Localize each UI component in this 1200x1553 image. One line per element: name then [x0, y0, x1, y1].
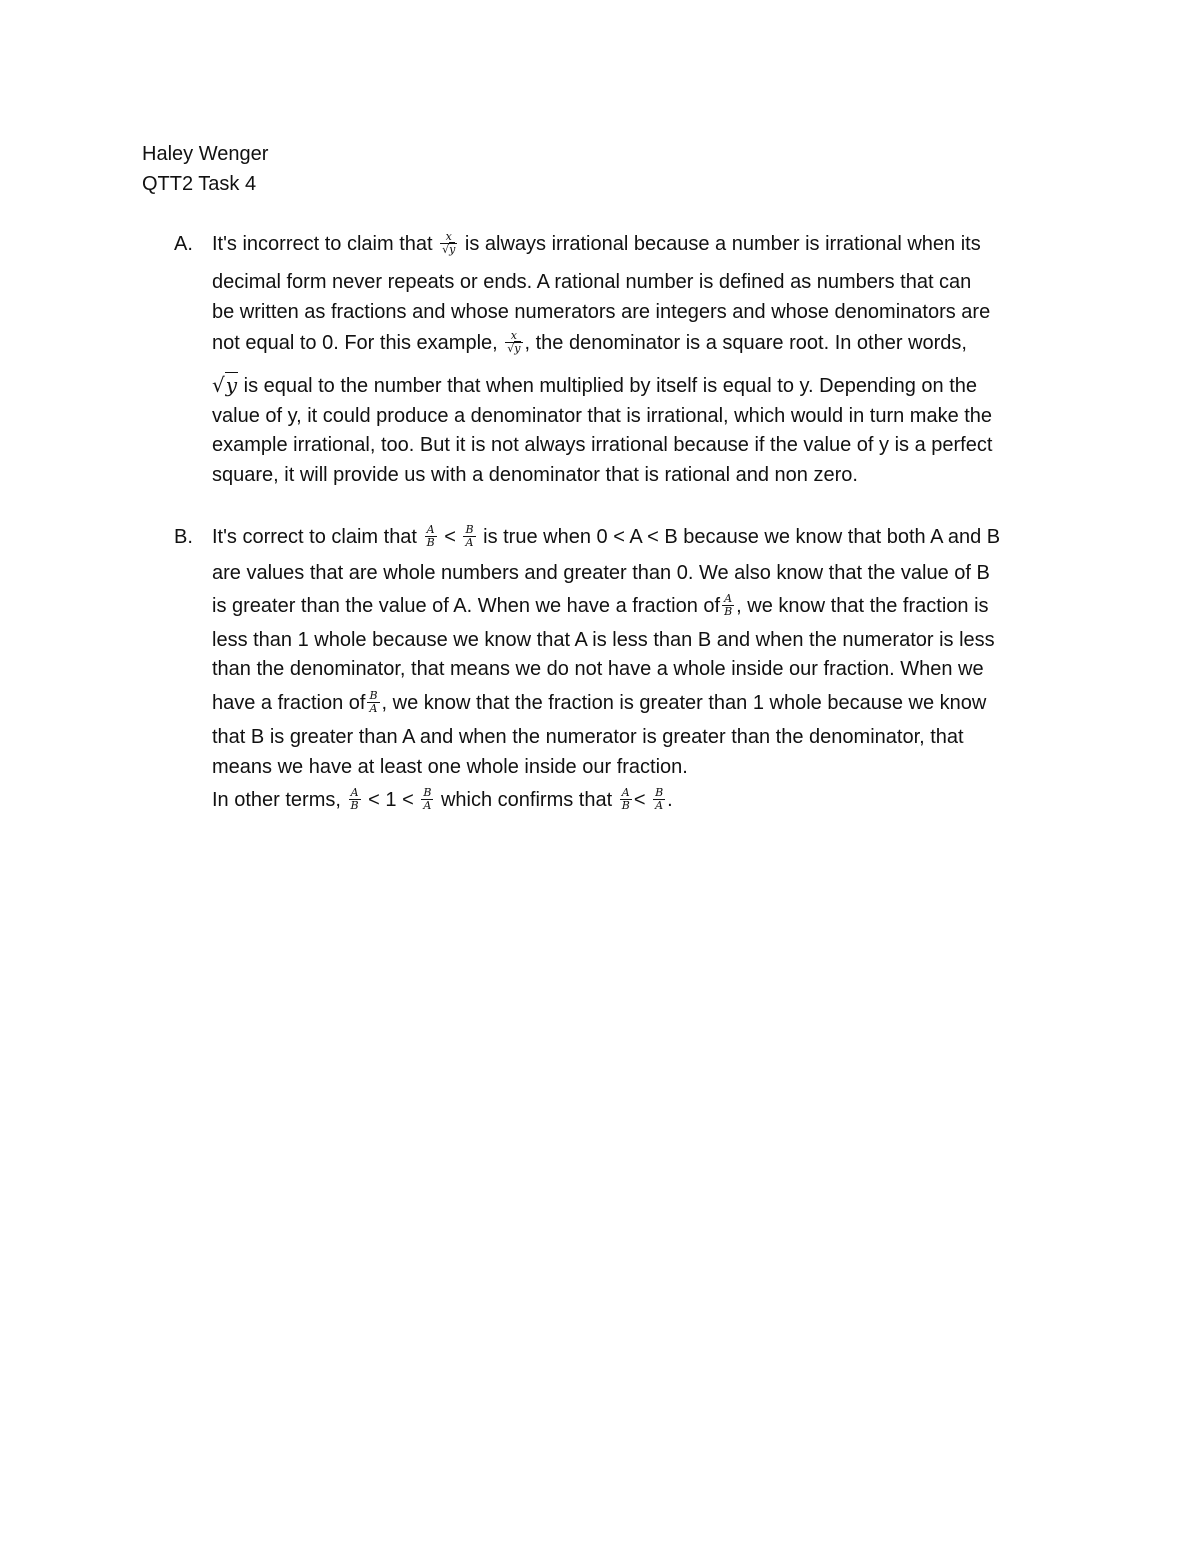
section-b-line-9 [212, 788, 673, 813]
radicand: y [449, 243, 456, 257]
section-b-line-5: than the denominator, that means we do not have a whole inside our fraction. When we [212, 658, 984, 680]
fraction-denominator: B [350, 799, 359, 813]
fraction-a-over-b [722, 593, 734, 618]
text-run: < 1 < [368, 789, 414, 811]
text-run: It's incorrect to claim that [212, 233, 433, 255]
section-a-line-8: square, it will provide us with a denominator that is rational and non zero. [212, 464, 858, 486]
section-b-line-4: less than 1 whole because we know that A is less than B and when the numerator is less [212, 629, 995, 651]
fraction-numerator: A [620, 787, 632, 800]
fraction-denominator [440, 244, 457, 256]
text-run: which confirms that [440, 789, 613, 811]
fraction-numerator: A [349, 787, 361, 800]
section-b-line-6 [212, 691, 986, 716]
section-a-line-3: be written as fractions and whose numerators are integers and whose denominators are [212, 301, 991, 323]
fraction-x-over-sqrt-y [505, 330, 522, 355]
fraction-x-over-sqrt-y [440, 231, 457, 256]
less-than-sign: < [633, 789, 646, 811]
fraction-numerator: A [425, 524, 437, 537]
text-run: It's correct to claim that [212, 526, 417, 548]
fraction-b-over-a [653, 787, 665, 812]
fraction-denominator: B [724, 605, 733, 619]
fraction-b-over-a [463, 524, 475, 549]
fraction-numerator: B [369, 689, 378, 703]
fraction-numerator: x [505, 330, 522, 343]
text-run: , we know that the fraction is greater than 1 whole because we know [381, 692, 987, 714]
section-a-line-4 [212, 331, 967, 356]
task-title: QTT2 Task 4 [142, 173, 257, 195]
section-a-line-6: value of y, it could produce a denominator that is irrational, which would in turn make the [212, 405, 993, 427]
fraction-numerator: x [440, 231, 457, 244]
fraction-denominator [505, 343, 522, 355]
fraction-a-over-b [425, 524, 437, 549]
fraction-denominator: A [369, 702, 378, 716]
section-a-line-2: decimal form never repeats or ends. A rational number is defined as numbers that can [212, 271, 972, 293]
sqrt-symbol: √ [212, 373, 225, 397]
text-run: not equal to 0. For this example, [212, 332, 498, 354]
fraction-denominator: B [426, 536, 435, 550]
period: . [667, 789, 673, 811]
section-b-line-8: means we have at least one whole inside our fraction. [212, 756, 688, 778]
fraction-denominator: A [465, 536, 474, 550]
fraction-numerator: B [465, 523, 474, 537]
text-run: is always irrational because a number is irrational when its [464, 233, 981, 255]
sqrt-symbol: √ [442, 243, 450, 257]
radicand: y [225, 373, 238, 397]
fraction-denominator: A [423, 799, 432, 813]
fraction-a-over-b [620, 787, 632, 812]
fraction-a-over-b [349, 787, 361, 812]
section-b-line-2: are values that are whole numbers and greater than 0. We also know that the value of B [212, 562, 990, 584]
fraction-numerator: B [423, 786, 432, 800]
section-a-marker: A. [174, 233, 193, 255]
text-run: , we know that the fraction is [736, 595, 989, 617]
section-b-line-3 [212, 594, 989, 619]
text-run: is equal to the number that when multiplied by itself is equal to y. Depending on the [243, 375, 978, 397]
fraction-b-over-a [421, 787, 433, 812]
fraction-numerator: A [722, 593, 734, 606]
sqrt-symbol: √ [507, 342, 515, 356]
text-run: have a fraction of [212, 692, 366, 714]
radicand: y [514, 342, 521, 356]
sqrt-y-expression [212, 372, 238, 397]
section-b-line-1 [212, 525, 1000, 550]
fraction-denominator: A [655, 799, 664, 813]
section-a-line-7: example irrational, too. But it is not always irrational because if the value of y is a perfect [212, 434, 993, 456]
author-name: Haley Wenger [142, 143, 269, 165]
text-run: , the denominator is a square root. In other words, [524, 332, 967, 354]
less-than-sign: < [444, 526, 456, 548]
fraction-denominator: B [621, 799, 630, 813]
text-run: is greater than the value of A. When we have a fraction of [212, 595, 721, 617]
fraction-b-over-a [367, 690, 379, 715]
section-a-line-5 [212, 373, 977, 398]
section-a-line-1 [212, 232, 981, 257]
text-run: In other terms, [212, 789, 341, 811]
fraction-numerator: B [655, 786, 664, 800]
section-b-marker: B. [174, 526, 193, 548]
text-run: is true when 0 < A < B because we know that both A and B [483, 526, 1001, 548]
section-b-line-7: that B is greater than A and when the numerator is greater than the denominator, that [212, 726, 964, 748]
